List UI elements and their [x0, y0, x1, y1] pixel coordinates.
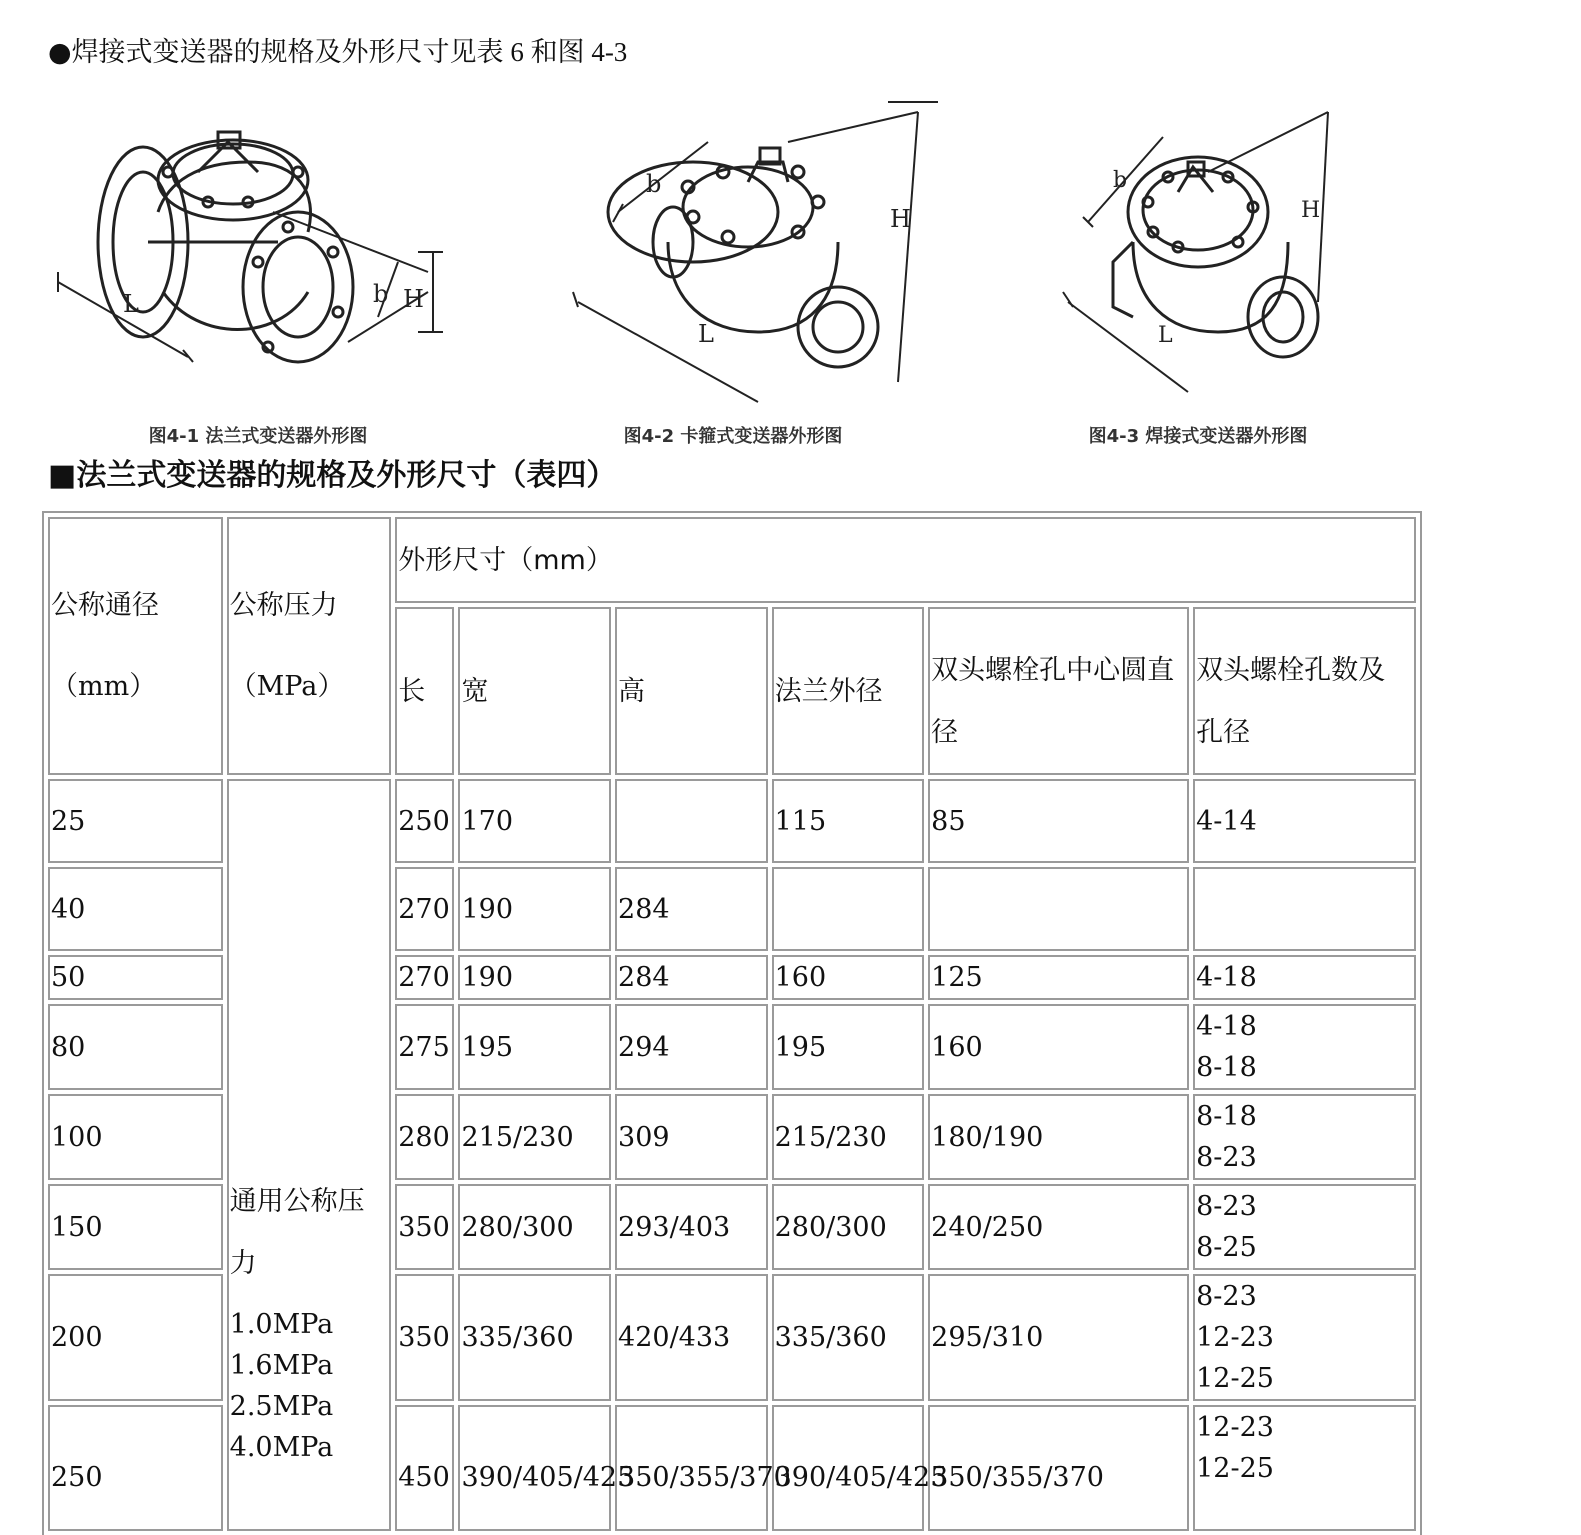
table-number: 6	[503, 37, 531, 67]
cell-width: 195	[458, 1004, 611, 1090]
header-bolt-circle: 双头螺栓孔中心圆直 径	[928, 607, 1189, 775]
cell-circle: 240/250	[928, 1184, 1189, 1270]
cell-flange: 335/360	[772, 1274, 925, 1401]
cell-flange: 390/405/425	[772, 1405, 925, 1531]
cell-holes: 4-18	[1193, 955, 1416, 1000]
cell-width: 390/405/425	[458, 1405, 611, 1531]
spec-table	[44, 513, 1420, 1535]
clamp-transmitter-drawing	[498, 92, 968, 422]
header-outer-dimensions: 外形尺寸（mm）	[395, 517, 1416, 603]
header-flange-od: 法兰外径	[772, 607, 925, 775]
flange-transmitter-drawing	[48, 92, 468, 422]
cell-flange: 215/230	[772, 1094, 925, 1180]
figure-flange-transmitter	[48, 92, 468, 452]
cell-flange	[772, 867, 925, 951]
cell-width: 335/360	[458, 1274, 611, 1401]
figure-caption: 图4-1 法兰式变送器外形图	[148, 426, 368, 447]
header-bolt-holes: 双头螺栓孔数及 孔径	[1193, 607, 1416, 775]
cell-height: 294	[615, 1004, 768, 1090]
cell-length: 280	[395, 1094, 454, 1180]
cell-height	[615, 779, 768, 863]
label-L: L	[123, 290, 139, 318]
cell-width: 280/300	[458, 1184, 611, 1270]
label-H: H	[890, 205, 911, 233]
cell-circle: 180/190	[928, 1094, 1189, 1180]
cell-circle	[928, 867, 1189, 951]
header-nominal-pressure: 公称压力 （MPa）	[227, 517, 392, 775]
cell-length: 270	[395, 955, 454, 1000]
figures-row	[48, 92, 1358, 452]
intro-text-2: 和图	[530, 37, 585, 68]
header-nominal-diameter: 公称通径 （mm）	[48, 517, 223, 775]
cell-length: 350	[395, 1274, 454, 1401]
header-height: 高	[615, 607, 768, 775]
table-row	[48, 779, 1416, 863]
bullet: ●	[48, 37, 72, 68]
figure-number: 4-3	[584, 37, 628, 67]
cell-holes	[1193, 867, 1416, 951]
cell-flange: 195	[772, 1004, 925, 1090]
cell-length: 270	[395, 867, 454, 951]
cell-circle: 295/310	[928, 1274, 1189, 1401]
cell-circle: 85	[928, 779, 1189, 863]
cell-dn: 100	[48, 1094, 223, 1180]
cell-height: 284	[615, 867, 768, 951]
cell-holes: 8-23 12-23 12-25	[1193, 1274, 1416, 1401]
cell-length: 450	[395, 1405, 454, 1531]
spec-table-wrapper	[42, 511, 1422, 1535]
intro-text: 焊接式变送器的规格及外形尺寸见表	[71, 37, 504, 68]
cell-height: 420/433	[615, 1274, 768, 1401]
cell-length: 350	[395, 1184, 454, 1270]
cell-dn: 50	[48, 955, 223, 1000]
cell-width: 170	[458, 779, 611, 863]
label-H: H	[1301, 198, 1321, 223]
cell-holes: 4-14	[1193, 779, 1416, 863]
cell-circle: 350/355/370	[928, 1405, 1189, 1531]
cell-dn: 80	[48, 1004, 223, 1090]
cell-flange: 115	[772, 779, 925, 863]
header-width: 宽	[458, 607, 611, 775]
cell-pressure: 通用公称压 力 1.0MPa 1.6MPa 2.5MPa 4.0MPa	[227, 779, 392, 1531]
header-length: 长	[395, 607, 454, 775]
cell-holes: 8-23 8-25	[1193, 1184, 1416, 1270]
cell-width: 215/230	[458, 1094, 611, 1180]
figure-caption: 图4-3 焊接式变送器外形图	[1088, 426, 1308, 447]
header-row-1	[48, 517, 1416, 603]
cell-length: 275	[395, 1004, 454, 1090]
cell-height: 293/403	[615, 1184, 768, 1270]
cell-width: 190	[458, 955, 611, 1000]
cell-height: 284	[615, 955, 768, 1000]
cell-circle: 160	[928, 1004, 1189, 1090]
intro-line	[48, 30, 627, 69]
cell-flange: 160	[772, 955, 925, 1000]
section-heading: ■法兰式变送器的规格及外形尺寸（表四）	[48, 458, 617, 493]
figure-welded-transmitter	[1038, 92, 1358, 452]
cell-dn: 250	[48, 1405, 223, 1531]
label-b: b	[646, 170, 662, 198]
label-b: b	[373, 280, 389, 308]
cell-holes: 8-18 8-23	[1193, 1094, 1416, 1180]
cell-length: 250	[395, 779, 454, 863]
cell-flange: 280/300	[772, 1184, 925, 1270]
figure-clamp-transmitter	[498, 92, 968, 452]
cell-holes: 12-23 12-25	[1193, 1405, 1416, 1531]
cell-width: 190	[458, 867, 611, 951]
welded-transmitter-drawing	[1038, 92, 1358, 422]
cell-dn: 150	[48, 1184, 223, 1270]
label-b: b	[1113, 168, 1128, 193]
label-H: H	[403, 285, 424, 313]
cell-dn: 40	[48, 867, 223, 951]
cell-height: 350/355/370	[615, 1405, 768, 1531]
cell-dn: 200	[48, 1274, 223, 1401]
label-L: L	[698, 320, 714, 348]
cell-holes: 4-18 8-18	[1193, 1004, 1416, 1090]
cell-height: 309	[615, 1094, 768, 1180]
cell-dn: 25	[48, 779, 223, 863]
figure-caption: 图4-2 卡箍式变送器外形图	[623, 426, 843, 447]
label-L: L	[1158, 323, 1173, 348]
cell-circle: 125	[928, 955, 1189, 1000]
